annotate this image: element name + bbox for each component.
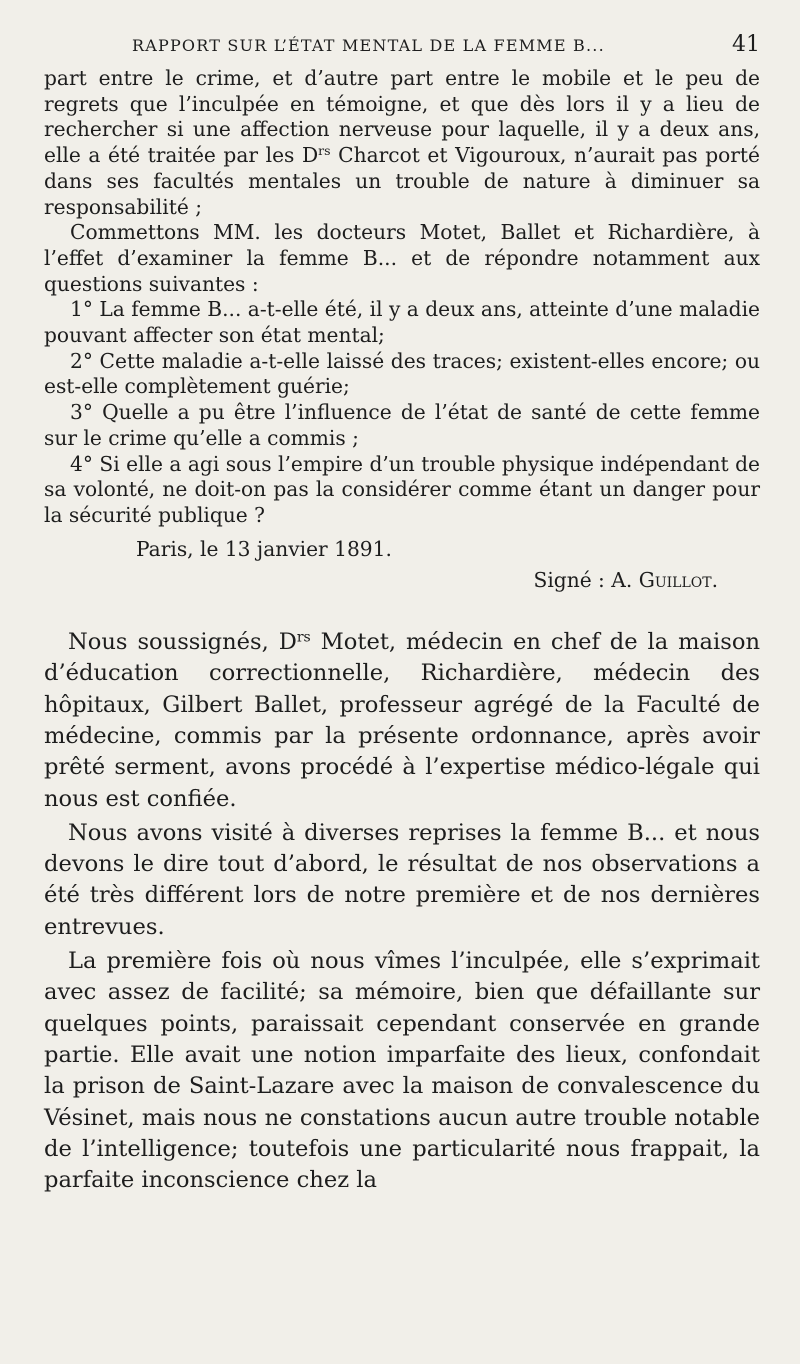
dateline: Paris, le 13 janvier 1891. (136, 536, 392, 561)
order-paragraph: Commettons MM. les docteurs Motet, Ballet et Richardière, à l’effet d’examiner la femme B... et de répondre notamment aux questions suivantes : (44, 220, 760, 296)
question-item: 3° Quelle a pu être l’influence de l’état de santé de cette femme sur le crime qu’elle a commis ; (44, 400, 760, 450)
question-item: 2° Cette maladie a-t-elle laissé des traces; existent-elles encore; ou est-elle complètement guérie; (44, 348, 760, 399)
book-page (44, 32, 760, 1196)
question-item: 4° Si elle a agi sous l’empire d’un trouble physique indépendant de sa volonté, ne doit-on pas la considérer comme étant un danger pour la sécurité publique ? (44, 451, 760, 527)
running-head (44, 32, 760, 66)
court-order-text (44, 66, 760, 529)
report-paragraph: La première fois où nous vîmes l’inculpée, elle s’exprimait avec assez de facilité; sa mémoire, bien que défaillante sur quelques points, paraissait cependant conservée en grande partie. Elle avait une notion imparfaite des lieux, confondait la prison de Saint-Lazare avec la maison de convalescence du Vésinet, mais nous ne constations aucun autre trouble notable de l’intelligence; toutefois une particularité nous frappait, la parfaite inconscience chez la (44, 948, 760, 1194)
report-paragraph: Nous avons visité à diverses reprises la femme B... et nous devons le dire tout d’abord, le résultat de nos observations a été très différent lors de notre première et de nos dernières entrevues. (44, 819, 760, 940)
report-text (44, 627, 760, 1196)
running-title: RAPPORT SUR L’ÉTAT MENTAL DE LA FEMME B... (132, 36, 605, 55)
order-paragraph: part entre le crime, et d’autre part entre le mobile et le peu de regrets que l’inculpée en témoigne, et que dès lors il y a lieu de rechercher si une affection nerveuse pour laquelle, il y a deux ans, elle a été traitée par les $D^{rs}$ Charcot et Vigouroux, n’aurait pas porté dans ses facultés mentales un trouble de nature à diminuer sa responsabilité ; (44, 66, 760, 219)
report-paragraph: Nous soussignés, $D^{rs}$ Motet, médecin en chef de la maison d’éducation correctionnelle, Richardière, médecin des hôpitaux, Gilbert Ballet, professeur agrégé de la Faculté de médecine, commis par la présente ordonnance, après avoir prêté serment, avons procédé à l’expertise médico-légale qui nous est confiée. (44, 629, 760, 812)
page-number: 41 (732, 32, 760, 57)
question-item: 1° La femme B... a-t-elle été, il y a deux ans, atteinte d’une maladie pouvant affecter son état mental; (44, 297, 760, 348)
signature: Signé : A. Guillot. (533, 568, 718, 593)
